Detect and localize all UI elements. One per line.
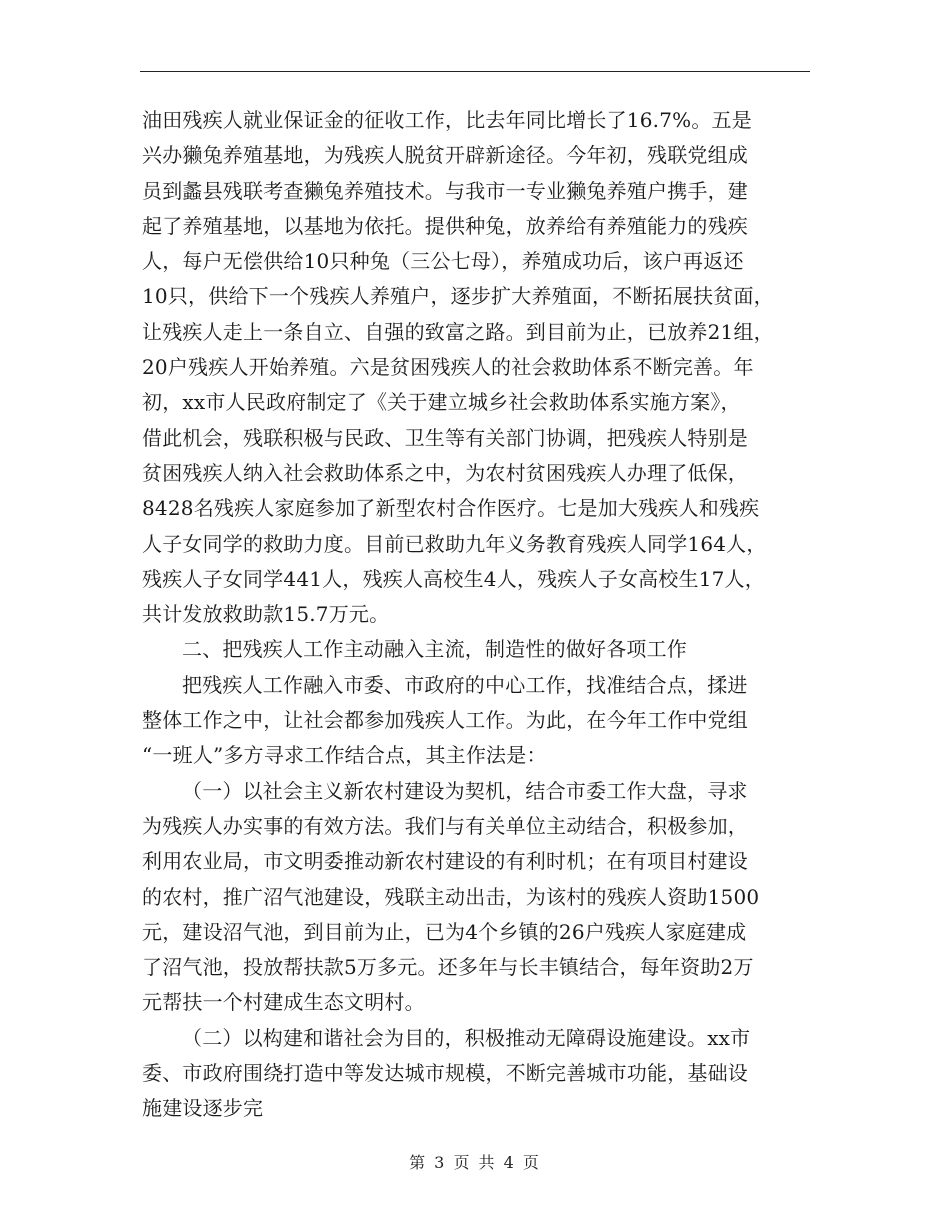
text-line: 10只，供给下一个残疾人养殖户，逐步扩大养殖面，不断拓展扶贫面， <box>142 284 774 309</box>
text-line: 贫困残疾人纳入社会救助体系之中，为农村贫困残疾人办理了低保， <box>142 460 748 485</box>
text-line: 共计发放救助款15.7万元。 <box>142 602 390 627</box>
body-text <box>142 103 812 1127</box>
header-rule <box>140 71 810 72</box>
text-line: 油田残疾人就业保证金的征收工作，比去年同比增长了16.7%。五是 <box>142 108 752 132</box>
text-line: 为残疾人办实事的有效方法。我们与有关单位主动结合，积极参加， <box>142 813 748 838</box>
text-line: 人子女同学的救助力度。目前已救助九年义务教育残疾人同学164人， <box>142 531 767 556</box>
text-line: 兴办獭兔养殖基地，为残疾人脱贫开辟新途径。今年初，残联党组成 <box>142 143 748 168</box>
text-line: 利用农业局，市文明委推动新农村建设的有利时机；在有项目村建设 <box>142 849 748 874</box>
text-line: 施建设逐步完 <box>142 1096 264 1121</box>
text-line: 初，xx市人民政府制定了《关于建立城乡社会救助体系实施方案》， <box>142 390 741 415</box>
text-line: 20户残疾人开始养殖。六是贫困残疾人的社会救助体系不断完善。年 <box>142 355 754 380</box>
text-line: 整体工作之中，让社会都参加残疾人工作。为此，在今年工作中党组 <box>142 708 748 733</box>
paragraph-first-line: 把残疾人工作融入市委、市政府的中心工作，找准结合点，揉进 <box>182 672 748 697</box>
text-line: 元，建设沼气池，到目前为止，已为4个乡镇的26户残疾人家庭建成 <box>142 919 747 944</box>
text-line: 借此机会，残联积极与民政、卫生等有关部门协调，把残疾人特别是 <box>142 425 748 450</box>
text-line: 起了养殖基地，以基地为依托。提供种兔，放养给有养殖能力的残疾 <box>142 213 748 238</box>
section-heading: 二、把残疾人工作主动融入主流，制造性的做好各项工作 <box>182 637 687 662</box>
text-line: 让残疾人走上一条自立、自强的致富之路。到目前为止，已放养21组， <box>142 319 774 344</box>
text-line: 员到蠡县残联考查獭兔养殖技术。与我市一专业獭兔养殖户携手，建 <box>142 178 748 203</box>
text-line: 委、市政府围绕打造中等发达城市规模，不断完善城市功能，基础设 <box>142 1061 748 1086</box>
text-line: 8428名残疾人家庭参加了新型农村合作医疗。七是加大残疾人和残疾 <box>142 496 760 521</box>
text-line: 元帮扶一个村建成生态文明村。 <box>142 990 425 1015</box>
text-line: 的农村，推广沼气池建设，残联主动出击，为该村的残疾人资助1500 <box>142 884 760 909</box>
text-line: 残疾人子女同学441人，残疾人高校生4人，残疾人子女高校生17人， <box>142 566 765 591</box>
text-line: “一班人”多方寻求工作结合点，其主作法是： <box>142 743 547 768</box>
paragraph-first-line: （一）以社会主义新农村建设为契机，结合市委工作大盘，寻求 <box>182 778 748 803</box>
text-line: 了沼气池，投放帮扶款5万多元。还多年与长丰镇结合，每年资助2万 <box>142 955 754 980</box>
paragraph-first-line: （二）以构建和谐社会为目的，积极推动无障碍设施建设。xx市 <box>182 1025 751 1050</box>
text-line: 人，每户无偿供给10只种兔（三公七母），养殖成功后，该户再返还 <box>142 249 744 274</box>
page-footer: 第 3 页 共 4 页 <box>409 1153 541 1172</box>
